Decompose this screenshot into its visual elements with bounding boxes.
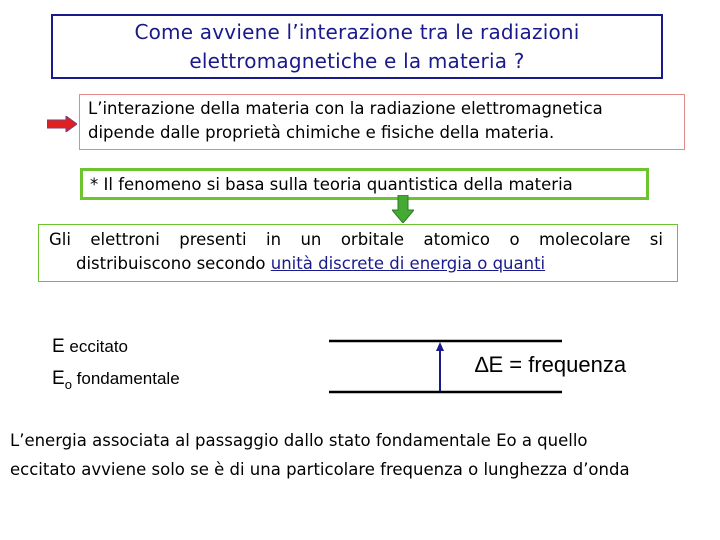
ground-level-label bbox=[52, 368, 180, 392]
ground-text: fondamentale bbox=[71, 369, 180, 388]
ground-subscript: o bbox=[64, 376, 72, 392]
statement-line-2: dipende dalle proprietà chimiche e fisiche della materia. bbox=[88, 123, 555, 142]
word: si bbox=[649, 230, 663, 249]
word: o bbox=[509, 230, 520, 249]
statement-box bbox=[79, 94, 685, 150]
conclusion-line-1: L’energia associata al passaggio dallo stato fondamentale Eo a quello bbox=[10, 431, 588, 450]
word: elettroni bbox=[90, 230, 160, 249]
electrons-line-2 bbox=[49, 252, 663, 276]
delta-e-label: ∆E = frequenza bbox=[475, 352, 627, 377]
conclusion-text bbox=[10, 426, 715, 484]
word: in bbox=[265, 230, 282, 249]
excited-level-label bbox=[52, 336, 128, 358]
excited-text: eccitato bbox=[64, 337, 128, 356]
quanti-underlined-text: unità discrete di energia o quanti bbox=[270, 254, 546, 273]
note-box bbox=[80, 168, 649, 200]
note-text: * Il fenomeno si basa sulla teoria quantistica della materia bbox=[90, 175, 573, 194]
excited-symbol: E bbox=[52, 336, 65, 357]
word: Gli bbox=[49, 230, 71, 249]
word: un bbox=[300, 230, 322, 249]
word: orbitale bbox=[340, 230, 405, 249]
right-arrow-icon bbox=[47, 116, 77, 132]
electrons-line-1 bbox=[49, 228, 663, 252]
electrons-box bbox=[38, 224, 678, 282]
statement-line-1: L’interazione della materia con la radiazione elettromagnetica bbox=[88, 99, 603, 118]
down-arrow-icon bbox=[392, 195, 414, 223]
title-box bbox=[51, 14, 663, 79]
title-line-1: Come avviene l’interazione tra le radiazioni bbox=[134, 19, 580, 44]
arrow-head-icon bbox=[436, 342, 444, 351]
ground-symbol: E bbox=[52, 368, 65, 389]
word: presenti bbox=[179, 230, 247, 249]
word: atomico bbox=[423, 230, 491, 249]
conclusion-line-2: eccitato avviene solo se è di una particolare frequenza o lunghezza d’onda bbox=[10, 460, 630, 479]
title-line-2: elettromagnetiche e la materia ? bbox=[189, 48, 525, 73]
electrons-plain-text: distribuiscono secondo bbox=[76, 254, 271, 273]
word: molecolare bbox=[539, 230, 631, 249]
